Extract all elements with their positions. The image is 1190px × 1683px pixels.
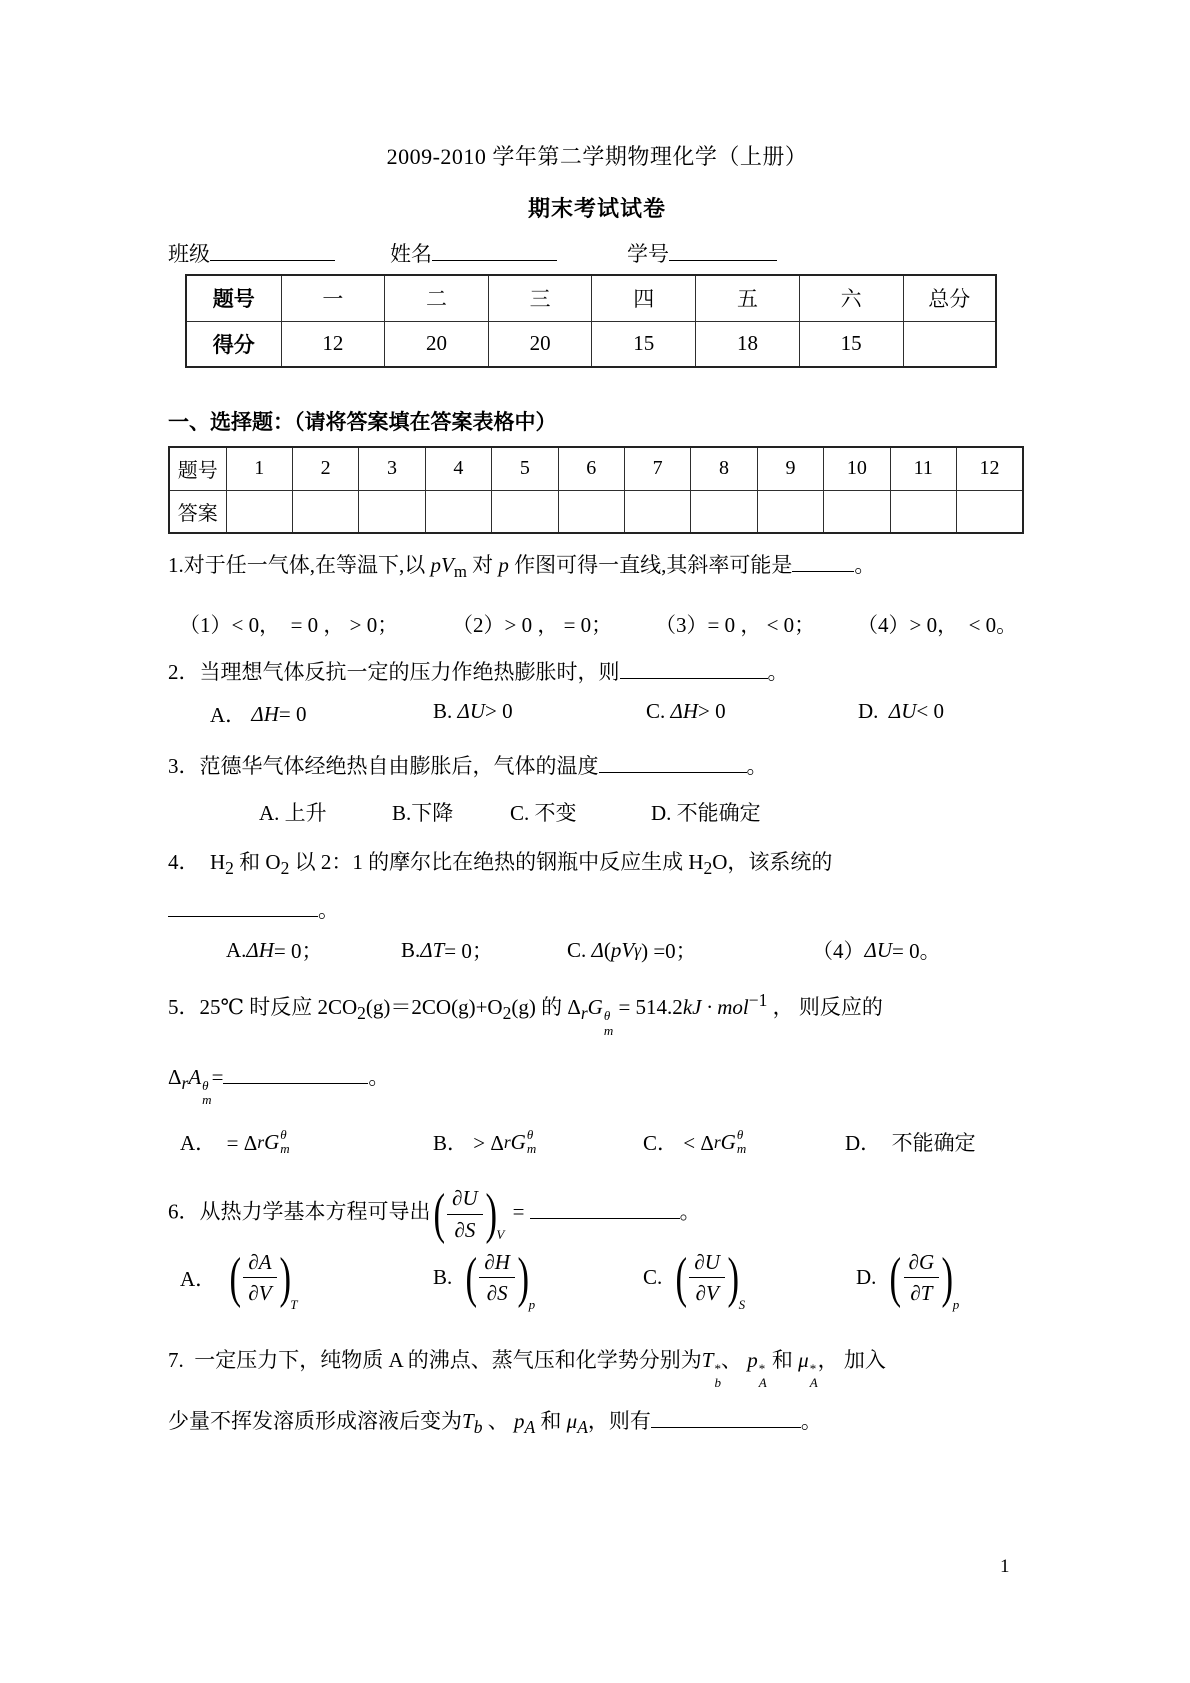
answer-header-cell: 11 bbox=[890, 447, 956, 490]
q3-option-a: A. 上升 bbox=[259, 801, 327, 826]
q4-option-c: C. Δ ( pV γ ) =0； bbox=[567, 937, 697, 964]
student-info-line bbox=[168, 238, 1026, 268]
question-3-options bbox=[168, 797, 1026, 831]
answer-header-cell: 8 bbox=[691, 447, 757, 490]
answer-cell bbox=[956, 490, 1023, 533]
page-content bbox=[168, 0, 1026, 1442]
score-cell: 18 bbox=[696, 321, 800, 367]
answer-header-cell: 2 bbox=[292, 447, 358, 490]
question-7-stem: 7. 一定压力下，纯物质 A 的沸点、蒸气压和化学势分别为T * b 、 p * A 和 μ * A ， 加入 bbox=[168, 1347, 886, 1390]
q1-option-4: （4）> 0， < 0。 bbox=[857, 613, 1018, 638]
answer-cell bbox=[691, 490, 757, 533]
q2-option-b: B. ΔU > 0 bbox=[433, 699, 513, 724]
page-title: 2009-2010 学年第二学期物理化学（上册） bbox=[386, 144, 808, 169]
answer-cell bbox=[757, 490, 823, 533]
score-header-cell: 三 bbox=[488, 275, 592, 321]
question-5-options bbox=[168, 1127, 1026, 1165]
score-cell: 20 bbox=[385, 321, 489, 367]
q5-option-a: A． = Δ r G θ m bbox=[180, 1127, 290, 1157]
q6-option-a: A． ( ∂A ∂V ) $_T$ bbox=[180, 1246, 298, 1313]
q5-option-b: B． > Δ r G θ m bbox=[433, 1127, 537, 1157]
q5-option-c: C． < Δ r G θ m bbox=[643, 1127, 747, 1157]
q4-option-d: （4） ΔU = 0。 bbox=[812, 937, 941, 964]
answer-cell bbox=[624, 490, 690, 533]
question-4-stem: 4． $H_2$ 和 $O_2$ 以 2：1 的摩尔比在绝热的钢瓶中反应生成 $H_2O$，该系统的 bbox=[168, 850, 833, 879]
score-cell: 15 bbox=[592, 321, 696, 367]
answer-cell bbox=[359, 490, 425, 533]
q6-option-c: C. ( ∂U ∂V ) $_S$ bbox=[643, 1246, 746, 1313]
score-header-cell: 一 bbox=[281, 275, 385, 321]
answer-header-cell: 10 bbox=[824, 447, 890, 490]
section-1-heading: 一、选择题：（请将答案填在答案表格中） bbox=[168, 410, 557, 434]
question-6-options bbox=[168, 1246, 1026, 1345]
answer-header-label: 题号 bbox=[169, 447, 226, 490]
q1-option-1: （1）< 0， = 0 ， > 0； bbox=[179, 613, 399, 638]
answer-cell bbox=[492, 490, 558, 533]
q1-option-3: （3）= 0 ， < 0； bbox=[655, 613, 816, 638]
score-cell: 12 bbox=[281, 321, 385, 367]
score-header-cell-total: 总分 bbox=[903, 275, 996, 321]
answer-cell bbox=[824, 490, 890, 533]
q5-option-d: D． 不能确定 bbox=[845, 1131, 976, 1156]
question-5-blank-line: $\Delta_rA$ θ m = 。 bbox=[168, 1064, 390, 1107]
answer-table-header-row bbox=[169, 447, 1023, 490]
name-label: 姓名 bbox=[390, 242, 432, 266]
question-1-stem: 1.对于任一气体,在等温下,以 $pV_m$ 对 p 作图可得一直线,其斜率可能是 。 bbox=[168, 553, 876, 582]
score-header-cell: 六 bbox=[799, 275, 903, 321]
q4-option-a: A. ΔH = 0； bbox=[226, 937, 323, 964]
score-header-cell: 四 bbox=[592, 275, 696, 321]
q1-option-2: （2）> 0 ， = 0； bbox=[452, 613, 613, 638]
question-4-options bbox=[168, 935, 1026, 969]
q3-option-d: D. 不能确定 bbox=[651, 801, 761, 826]
question-7-line-2: 少量不挥发溶质形成溶液后变为$T_b$ 、 $p_A$ 和 $\mu_A$，则有 。 bbox=[168, 1409, 822, 1438]
question-5-stem: 5．25℃ 时反应 $2CO_2(g)=2CO(g)+O_2(g)$ 的 $\Delta_rG$ θ m = 514.2kJ · mol$^{-1}$ ， 则反应的 bbox=[168, 990, 883, 1038]
q3-option-b: B.下降 bbox=[392, 801, 454, 826]
answer-cell bbox=[425, 490, 491, 533]
score-table-header-row bbox=[186, 275, 996, 321]
score-table-score-row bbox=[186, 321, 996, 367]
answer-header-cell: 12 bbox=[956, 447, 1023, 490]
score-header-cell: 题号 bbox=[186, 275, 281, 321]
class-label: 班级 bbox=[168, 242, 210, 266]
class-blank bbox=[210, 240, 335, 261]
answer-row-label: 答案 bbox=[169, 490, 226, 533]
answer-header-cell: 5 bbox=[492, 447, 558, 490]
score-cell-total bbox=[903, 321, 996, 367]
score-cell: 20 bbox=[488, 321, 592, 367]
question-1-options bbox=[168, 609, 1026, 643]
answer-header-cell: 7 bbox=[624, 447, 690, 490]
answer-cell bbox=[292, 490, 358, 533]
score-table bbox=[185, 274, 997, 368]
answer-header-cell: 3 bbox=[359, 447, 425, 490]
score-cell-label: 得分 bbox=[186, 321, 281, 367]
q2-option-d: D. ΔU < 0 bbox=[858, 699, 945, 724]
answer-cell bbox=[558, 490, 624, 533]
answer-cell bbox=[226, 490, 292, 533]
question-3-stem: 3．范德华气体经绝热自由膨胀后，气体的温度 。 bbox=[168, 754, 768, 779]
question-6-stem: 6．从热力学基本方程可导出 ( ∂U ∂S ) $_V$ = 。 bbox=[168, 1183, 701, 1246]
q6-option-b: B. ( ∂H ∂S ) $_p$ bbox=[433, 1246, 536, 1313]
question-4-blank-line: 。 bbox=[168, 895, 1026, 925]
score-header-cell: 五 bbox=[696, 275, 800, 321]
score-header-cell: 二 bbox=[385, 275, 489, 321]
answer-header-cell: 4 bbox=[425, 447, 491, 490]
q6-option-d: D. ( ∂G ∂T ) $_p$ bbox=[856, 1246, 960, 1313]
answer-header-cell: 1 bbox=[226, 447, 292, 490]
answer-cell bbox=[890, 490, 956, 533]
student-id-blank bbox=[669, 240, 777, 261]
q4-option-b: B. ΔT = 0； bbox=[401, 937, 493, 964]
score-cell: 15 bbox=[799, 321, 903, 367]
page-number: 1 bbox=[1000, 1556, 1010, 1577]
name-blank bbox=[432, 240, 557, 261]
page-subtitle: 期末考试试卷 bbox=[527, 196, 666, 221]
answer-header-cell: 9 bbox=[757, 447, 823, 490]
question-2-stem: 2．当理想气体反抗一定的压力作绝热膨胀时，则 。 bbox=[168, 660, 789, 685]
question-2-options bbox=[168, 699, 1026, 733]
answer-table bbox=[168, 446, 1024, 534]
q3-option-c: C. 不变 bbox=[510, 801, 577, 826]
answer-table-answer-row bbox=[169, 490, 1023, 533]
answer-header-cell: 6 bbox=[558, 447, 624, 490]
student-id-label: 学号 bbox=[627, 242, 669, 266]
q2-option-c: C. ΔH > 0 bbox=[646, 699, 726, 724]
q2-option-a: A． ΔH = 0 bbox=[210, 701, 307, 728]
